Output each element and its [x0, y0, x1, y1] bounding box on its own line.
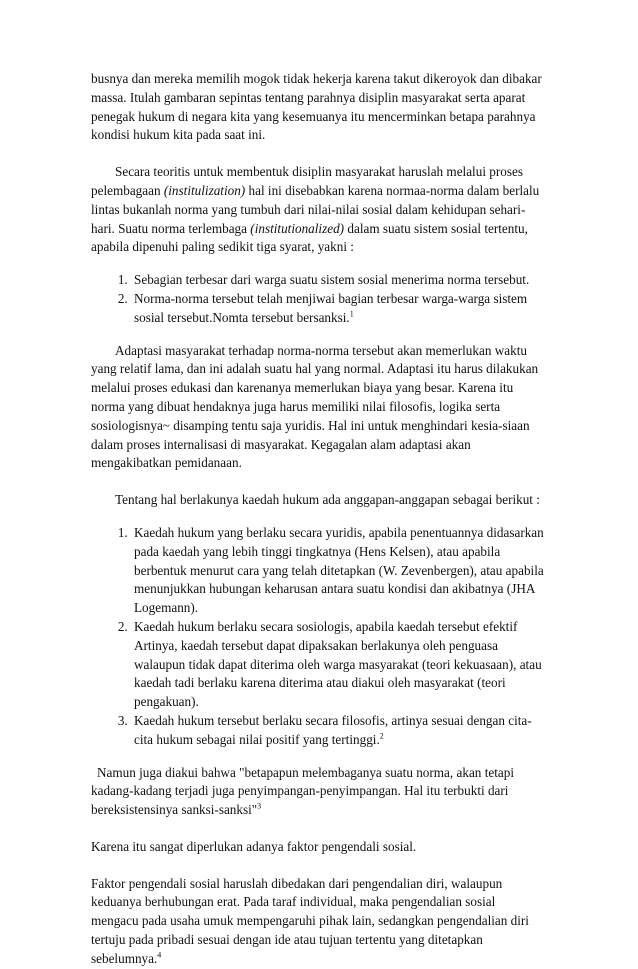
list-item-text: Kaedah hukum yang berlaku secara yuridis, apabila penentuannya didasarkan pada kaedah yang lebih tinggi tingkatnya (Hens Kelsen), atau apabila berbentuk menurut cara yang telah ditetapkan (W. Zevenbergen), atau apabila menunjukkan hubungan keharusan antara suatu kondisi dan akibatnya (JHA Logemann). — [134, 524, 544, 616]
list-item — [131, 712, 546, 750]
list-item — [131, 524, 546, 618]
paragraph-2-text-e: dalam suatu sistem sosial tertentu, apabila dipenuhi paling sedikit tiga syarat, yakni : — [91, 220, 528, 255]
list-item-text: Kaedah hukum tersebut berlaku secara filosofis, artinya sesuai dengan cita-cita hukum sebagai nilai positif yang tertinggi. — [134, 712, 532, 747]
paragraph-6: Karena itu sangat diperlukan adanya faktor pengendali sosial. — [91, 838, 417, 854]
list-item — [131, 290, 546, 328]
paragraph-1: busnya dan mereka memilih mogok tidak hekerja karena takut dikeroyok dan dibakar massa. Itulah gambaran sepintas tentang parahnya disiplin masyarakat serta aparat penegak hukum di negara kita yang kesemuanya itu mencerminkan betapa parahnya kondisi hukum kita pada saat ini. — [91, 71, 542, 143]
list-item-text: Kaedah hukum berlaku secara sosiologis, apabila kaedah tersebut efektif Artinya, kaedah tersebut dapat dipaksakan berlakunya oleh penguasa walaupun tidak dapat diterima oleh warga masyarakat (teori kekuasaan), atau kaedah tadi berlaku karena diterima atau diakui oleh masyarakat (teori pengakuan). — [134, 618, 542, 710]
paragraph-2 — [91, 163, 546, 257]
paragraph-2-text-c: hal ini disebabkan karena normaa-norma dalam berlalu lintas bukanlah norma yang tumbuh dari nilai-nilai sosial dalam kehidupan sehari-hari. Suatu norma terlembaga — [91, 182, 540, 236]
list-item-text: Sebagian terbesar dari warga suatu sistem sosial menerima norma tersebut. — [134, 272, 530, 288]
requirements-list — [91, 271, 546, 327]
footnote-ref: 4 — [157, 950, 162, 960]
paragraph-2-text-a: Secara teoritis untuk membentuk disiplin masyarakat haruslah melalui proses pelembagaan — [91, 164, 523, 198]
paragraph-5 — [91, 764, 546, 820]
validity-list — [91, 524, 546, 750]
footnote-ref: 3 — [257, 801, 262, 811]
list-item-text: Norma-norma tersebut telah menjiwai bagian terbesar warga-warga sistem sosial tersebut.Nomta tersebut bersanksi. — [134, 290, 528, 325]
paragraph-5-text: Namun juga diakui bahwa "betapapun melembaganya suatu norma, akan tetapi kadang-kadang terjadi juga penyimpangan-penyimpangan. Hal itu terbukti dari bereksistensinya sanksi-sanksi" — [91, 764, 514, 818]
paragraph-4: Tentang hal berlakunya kaedah hukum ada anggapan-anggapan sebagai berikut : — [115, 492, 540, 508]
footnote-ref: 1 — [349, 309, 354, 319]
paragraph-3: Adaptasi masyarakat terhadap norma-norma tersebut akan memerlukan waktu yang relatif lama, dan ini adalah suatu hal yang normal. Adaptasi itu harus dilakukan melalui proses edukasi dan karenanya memerlukan biaya yang besar. Karena itu norma yang dibuat hendaknya juga harus memiliki nilai filosofis, logika serta sosiologisnya~ disamping tentu saja yuridis. Hal ini untuk menghindari kesia-siaan dalam proses internalisasi di masyarakat. Kegagalan alam adaptasi akan mengakibatkan pemidanaan. — [91, 342, 539, 471]
paragraph-2-term-1: (institulization) — [163, 182, 246, 198]
list-item — [131, 271, 546, 290]
list-item — [131, 618, 546, 712]
footnote-ref: 2 — [379, 731, 384, 741]
paragraph-7-text: Faktor pengendali sosial haruslah dibedakan dari pengendalian diri, walaupun keduanya berhubungan erat. Pada taraf individual, maka pengendalian sosial mengacu pada usaha umuk mempengaruhi pihak lain, sedangkan pengendalian diri tertuju pada pribadi sesuai dengan ide atau tujuan tertentu yang ditetapkan sebelumnya. — [91, 875, 529, 966]
paragraph-7 — [91, 875, 546, 969]
paragraph-2-term-2: (institutionalized) — [250, 220, 345, 236]
